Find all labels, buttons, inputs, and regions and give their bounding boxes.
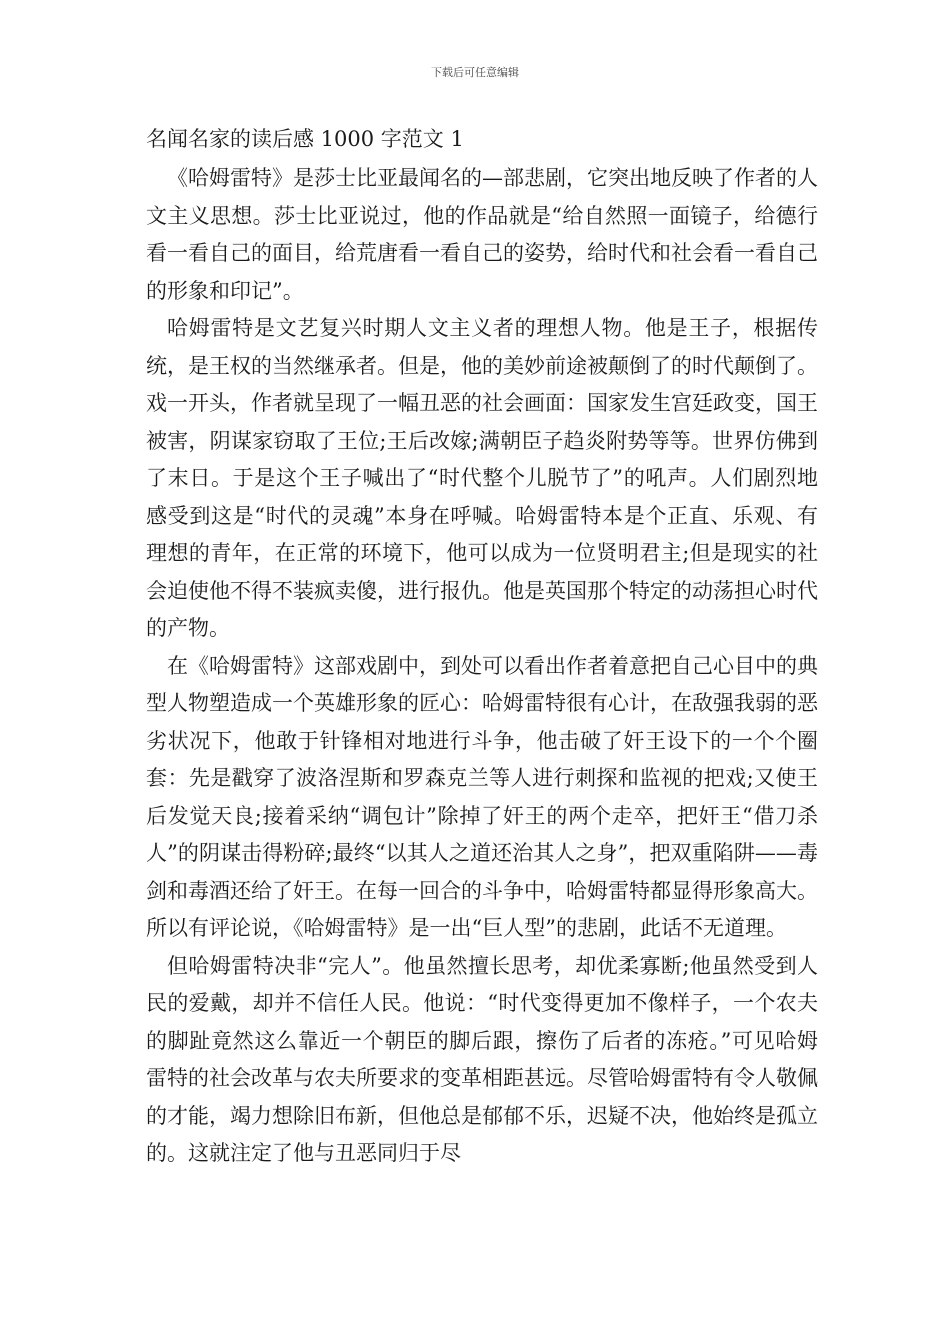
paragraph-3: 在《哈姆雷特》这部戏剧中，到处可以看出作者着意把自己心目中的典型人物塑造成一个英雄形象的匠心：哈姆雷特很有心计，在敌强我弱的恶劣状况下，他敢于针锋相对地进行斗争，他击破了奸王设下的一个个圈套：先是戳穿了波洛涅斯和罗森克兰等人进行刺探和监视的把戏;又使王后发觉天良;接着采纳“调包计”除掉了奸王的两个走卒，把奸王“借刀杀人”的阴谋击得粉碎;最终“以其人之道还治其人之身”，把双重陷阱——毒剑和毒酒还给了奸王。在每一回合的斗争中，哈姆雷特都显得形象高大。所以有评论说，《哈姆雷特》是一出“巨人型”的悲剧，此话不无道理。 xyxy=(146,653,818,940)
paragraph-2: 哈姆雷特是文艺复兴时期人文主义者的理想人物。他是王子，根据传统，是王权的当然继承者。但是，他的美妙前途被颠倒了的时代颠倒了。戏一开头，作者就呈现了一幅丑恶的社会画面：国家发生宫廷政变，国王被害，阴谋家窃取了王位;王后改嫁;满朝臣子趋炎附势等等。世界仿佛到了末日。于是这个王子喊出了“时代整个儿脱节了”的吼声。人们剧烈地感受到这是“时代的灵魂”本身在呼喊。哈姆雷特本是个正直、乐观、有理想的青年，在正常的环境下，他可以成为一位贤明君主;但是现实的社会迫使他不得不装疯卖傻，进行报仇。他是英国那个特定的动荡担心时代的产物。 xyxy=(146,316,818,640)
paragraph-1: 《哈姆雷特》是莎士比亚最闻名的—部悲剧，它突出地反映了作者的人文主义思想。莎士比亚说过，他的作品就是“给自然照一面镜子，给德行看一看自己的面目，给荒唐看一看自己的姿势，给时代和社会看一看自己的形象和印记”。 xyxy=(146,166,818,303)
document-body xyxy=(146,122,818,1173)
paragraph-4: 但哈姆雷特决非“完人”。他虽然擅长思考，却优柔寡断;他虽然受到人民的爱戴，却并不信任人民。他说：“时代变得更加不像样子，一个农夫的脚趾竟然这么靠近一个朝臣的脚后跟，擦伤了后者的冻疮。”可见哈姆雷特的社会改革与农夫所要求的变革相距甚远。尽管哈姆雷特有令人敬佩的才能，竭力想除旧布新，但他总是郁郁不乐，迟疑不决，他始终是孤立的。这就注定了他与丑恶同归于尽 xyxy=(146,953,818,1165)
header-note: 下载后可任意编辑 xyxy=(431,66,519,79)
document-title: 名闻名家的读后感 1000 字范文 1 xyxy=(146,127,464,151)
